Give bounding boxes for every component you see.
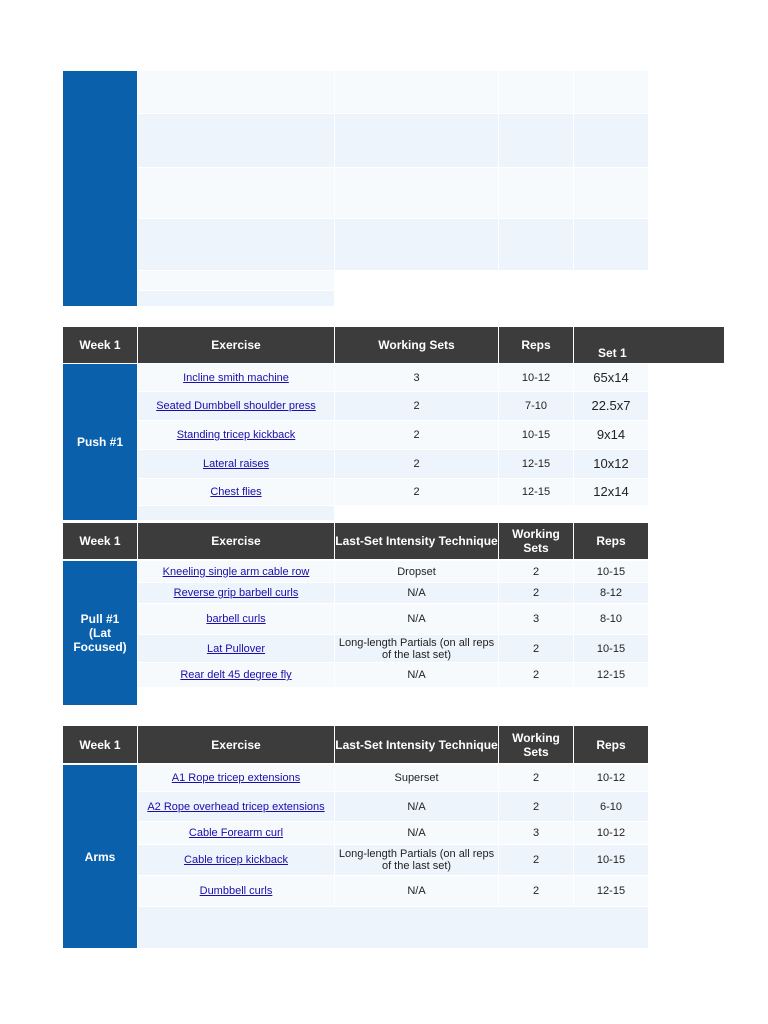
- blank-row: [138, 506, 334, 520]
- arms-header-exercise: Exercise: [138, 726, 334, 763]
- exercise-link[interactable]: Cable Forearm curl: [188, 827, 284, 839]
- technique-cell: N/A: [335, 583, 498, 603]
- top-row: [138, 291, 334, 306]
- technique-cell: Long-length Partials (on all reps of the last set): [335, 845, 498, 875]
- reps-cell: 10-12: [574, 765, 648, 791]
- reps-cell: 10-12: [499, 364, 573, 391]
- working-sets-cell: 2: [499, 663, 573, 687]
- working-sets-cell: 3: [499, 604, 573, 634]
- exercise-link[interactable]: Incline smith machine: [183, 371, 289, 384]
- top-label-cell: [63, 71, 137, 306]
- push-header-set1: Set 1: [574, 327, 724, 363]
- working-sets-cell: 2: [499, 765, 573, 791]
- table-row: [138, 792, 334, 821]
- set1-cell: 10x12: [574, 450, 648, 478]
- working-sets-cell: 2: [335, 479, 498, 505]
- top-row: [138, 219, 648, 270]
- working-sets-cell: 3: [335, 364, 498, 391]
- pull-header-exercise: Exercise: [138, 523, 334, 559]
- top-row: [138, 114, 648, 167]
- technique-cell: N/A: [335, 822, 498, 844]
- push-header-exercise: Exercise: [138, 327, 334, 363]
- top-row: [138, 271, 334, 290]
- push-day-label: Push #1: [63, 364, 137, 520]
- technique-cell: N/A: [335, 663, 498, 687]
- table-row: [138, 392, 334, 420]
- exercise-link[interactable]: Seated Dumbbell shoulder press: [156, 400, 316, 412]
- technique-cell: Dropset: [335, 561, 498, 582]
- table-row: [138, 604, 334, 634]
- set1-cell: 12x14: [574, 479, 648, 505]
- working-sets-cell: 2: [499, 635, 573, 662]
- push-week-header: Week 1: [63, 327, 137, 363]
- working-sets-cell: 2: [499, 792, 573, 821]
- table-row: [138, 561, 334, 582]
- pull-header-working-sets: Working Sets: [499, 523, 573, 559]
- set1-cell: 65x14: [574, 364, 648, 391]
- blank-row: [138, 907, 648, 948]
- technique-cell: N/A: [335, 604, 498, 634]
- reps-cell: 10-15: [499, 421, 573, 449]
- arms-header-working-sets: Working Sets: [499, 726, 573, 763]
- exercise-link[interactable]: Lateral raises: [202, 458, 270, 470]
- exercise-link[interactable]: A2 Rope overhead tricep extensions: [147, 800, 325, 813]
- working-sets-cell: 2: [499, 583, 573, 603]
- working-sets-cell: 2: [499, 845, 573, 875]
- table-row: [138, 663, 334, 687]
- exercise-link[interactable]: Cable tricep kickback: [184, 854, 288, 866]
- working-sets-cell: 3: [499, 822, 573, 844]
- pull-day-label-line1: Pull #1: [80, 612, 120, 626]
- exercise-link[interactable]: Chest flies: [210, 486, 262, 498]
- reps-cell: 10-12: [574, 822, 648, 844]
- table-row: [138, 876, 334, 906]
- working-sets-cell: 2: [335, 392, 498, 420]
- pull-day-label: [63, 561, 137, 705]
- technique-cell: Long-length Partials (on all reps of the last set): [335, 635, 498, 662]
- set1-cell: 9x14: [574, 421, 648, 449]
- pull-week-header: Week 1: [63, 523, 137, 559]
- table-row: [138, 845, 334, 875]
- top-row: [138, 71, 648, 113]
- table-row: [138, 822, 334, 844]
- table-row: [138, 583, 334, 603]
- arms-week-header: Week 1: [63, 726, 137, 763]
- set1-cell: 22.5x7: [574, 392, 648, 420]
- working-sets-cell: 2: [335, 421, 498, 449]
- reps-cell: 12-15: [499, 479, 573, 505]
- exercise-link[interactable]: Kneeling single arm cable row: [162, 565, 310, 578]
- arms-day-label: Arms: [63, 765, 137, 948]
- working-sets-cell: 2: [335, 450, 498, 478]
- exercise-link[interactable]: barbell curls: [206, 613, 266, 625]
- arms-header-reps: Reps: [574, 726, 648, 763]
- top-row: [138, 168, 648, 218]
- table-row: [138, 765, 334, 791]
- pull-header-reps: Reps: [574, 523, 648, 559]
- table-row: [138, 450, 334, 478]
- reps-cell: 12-15: [574, 663, 648, 687]
- reps-cell: 6-10: [574, 792, 648, 821]
- reps-cell: 10-15: [574, 561, 648, 582]
- exercise-link[interactable]: Dumbbell curls: [199, 885, 273, 897]
- technique-cell: Superset: [335, 765, 498, 791]
- reps-cell: 7-10: [499, 392, 573, 420]
- exercise-link[interactable]: Reverse grip barbell curls: [173, 587, 299, 599]
- technique-cell: N/A: [335, 792, 498, 821]
- working-sets-cell: 2: [499, 876, 573, 906]
- pull-header-technique: Last-Set Intensity Technique: [335, 523, 498, 559]
- table-row: [138, 421, 334, 449]
- arms-header-technique: Last-Set Intensity Technique: [335, 726, 498, 763]
- exercise-link[interactable]: Lat Pullover: [206, 642, 266, 655]
- exercise-link[interactable]: Rear delt 45 degree fly: [180, 669, 292, 681]
- reps-cell: 10-15: [574, 845, 648, 875]
- reps-cell: 8-10: [574, 604, 648, 634]
- push-header-working-sets: Working Sets: [335, 327, 498, 363]
- table-row: [138, 479, 334, 505]
- exercise-link[interactable]: Standing tricep kickback: [176, 429, 296, 441]
- reps-cell: 12-15: [574, 876, 648, 906]
- table-row: [138, 635, 334, 662]
- technique-cell: N/A: [335, 876, 498, 906]
- pull-day-label-line2: (Lat Focused): [73, 626, 127, 654]
- reps-cell: 12-15: [499, 450, 573, 478]
- working-sets-cell: 2: [499, 561, 573, 582]
- reps-cell: 8-12: [574, 583, 648, 603]
- reps-cell: 10-15: [574, 635, 648, 662]
- exercise-link[interactable]: A1 Rope tricep extensions: [171, 772, 301, 784]
- push-header-reps: Reps: [499, 327, 573, 363]
- table-row: [138, 364, 334, 391]
